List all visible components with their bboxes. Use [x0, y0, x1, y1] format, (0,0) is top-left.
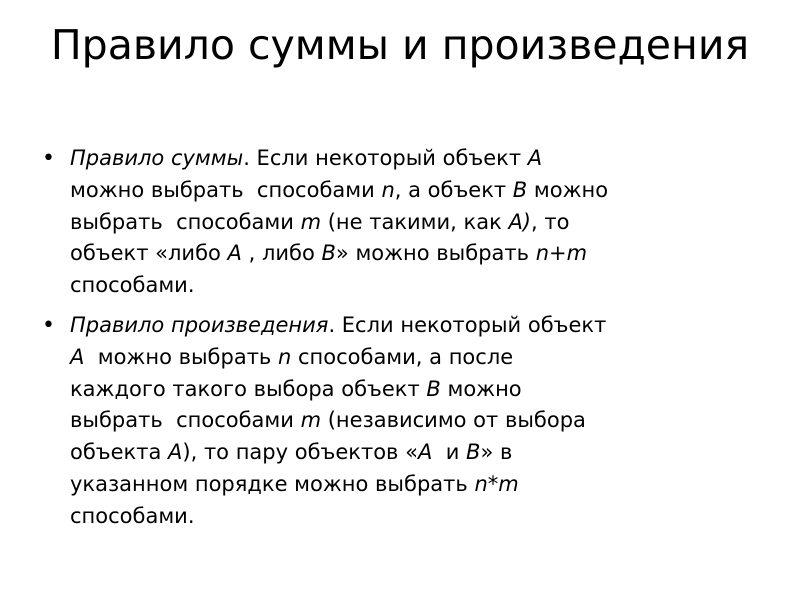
italic-text-run: A: [70, 344, 85, 369]
text-run: (независимо от выбора: [321, 408, 586, 433]
text-run: , то: [531, 209, 570, 234]
italic-text-run: Правило произведения: [70, 312, 329, 337]
text-run: » в: [480, 440, 513, 465]
slide-title: Правило суммы и произведения: [50, 21, 750, 69]
text-run: указанном порядке можно выбрать: [70, 471, 475, 496]
text-run: способами, а после: [291, 344, 514, 369]
text-run: способами.: [70, 273, 195, 298]
text-run: можно выбрать способами: [70, 177, 382, 202]
italic-text-run: m: [300, 408, 322, 433]
italic-text-run: B: [426, 376, 441, 401]
italic-text-run: A): [508, 209, 531, 234]
italic-text-run: A: [168, 440, 183, 465]
italic-text-run: n: [381, 177, 395, 202]
text-run: (не такими, как: [321, 209, 509, 234]
text-run: ), то пару объектов «: [182, 440, 418, 465]
text-run: , а объект: [394, 177, 513, 202]
italic-text-run: n*m: [474, 471, 519, 496]
text-run: объекта: [70, 440, 169, 465]
text-run: , либо: [241, 241, 322, 266]
text-run: можно: [527, 177, 609, 202]
text-run: каждого такого выбора объект: [70, 376, 427, 401]
text-run: . Если некоторый объект: [328, 312, 607, 337]
text-run: объект «либо: [70, 241, 228, 266]
text-run: » можно выбрать: [335, 241, 536, 266]
bullet-item-sum-rule: [42, 143, 742, 302]
italic-text-run: n: [277, 344, 292, 369]
bullet-list: [42, 143, 742, 541]
italic-text-run: m: [300, 209, 322, 234]
text-run: и: [432, 440, 467, 465]
text-run: можно выбрать: [84, 344, 278, 369]
bullet-marker: •: [42, 312, 55, 338]
bullet-marker: •: [42, 146, 55, 171]
italic-text-run: A: [417, 440, 433, 465]
italic-text-run: B: [466, 440, 481, 465]
italic-text-run: A: [527, 146, 543, 170]
text-run: выбрать способами: [70, 408, 301, 433]
italic-text-run: A: [227, 241, 242, 266]
italic-text-run: B: [512, 177, 528, 202]
bullet-item-product-rule: [42, 310, 742, 533]
italic-text-run: n+m: [535, 241, 588, 266]
text-run: выбрать способами: [70, 209, 301, 234]
text-run: . Если некоторый объект: [243, 146, 528, 170]
bullet-text: [70, 146, 608, 297]
italic-text-run: Правило суммы: [70, 146, 244, 170]
text-run: можно: [440, 376, 522, 401]
italic-text-run: B: [321, 241, 336, 266]
bullet-text: [70, 313, 606, 528]
text-run: способами.: [70, 503, 195, 528]
